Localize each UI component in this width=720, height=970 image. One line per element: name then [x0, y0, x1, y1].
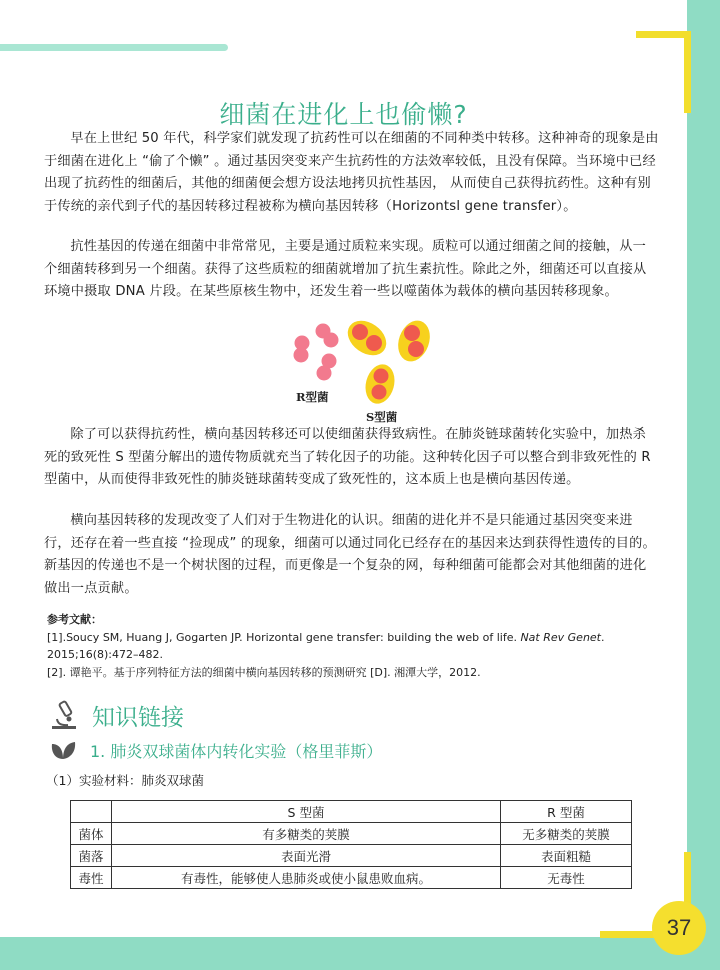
s-cell — [374, 369, 389, 384]
comparison-table — [70, 800, 632, 889]
s-cell — [404, 325, 420, 341]
header-s-type: S 型菌 — [112, 801, 501, 823]
r-cell — [317, 366, 332, 381]
knowledge-link-header — [48, 698, 184, 732]
experiment-material: （1）实验材料：肺炎双球菌 — [46, 773, 204, 788]
r-cell — [324, 333, 339, 348]
microscope-icon — [48, 699, 80, 731]
article-title: 细菌在进化上也偷懒? — [219, 100, 468, 129]
s-cell — [408, 341, 424, 357]
cell-s: 表面光滑 — [112, 845, 501, 867]
s-cell — [352, 324, 368, 340]
reference-2-text: [2]. 谭艳平。基于序列特征方法的细菌中横向基因转移的预测研究 [D]. 湘潭大学，2012. — [47, 665, 481, 679]
corner-bracket-top-right-h — [636, 31, 691, 38]
paragraph-2: 抗性基因的传递在细菌中非常常见，主要是通过质粒来实现。质粒可以通过细菌之间的接触，从一个细菌转移到另一个细菌。获得了这些质粒的细菌就增加了抗生素抗性。除此之外，细菌还可以直接从环境中摄取 DNA 片段。在某些原核生物中，还发生着一些以噬菌体为载体的横向基因转移现象。 — [44, 239, 647, 299]
s-cell — [372, 385, 387, 400]
paragraph-3: 除了可以获得抗药性，横向基因转移还可以使细菌获得致病性。在肺炎链球菌转化实验中，加热杀死的致死性 S 型菌分解出的遗传物质就充当了转化因子的功能。这种转化因子可以整合到非致死性的 R 型菌中，从而使得非致死性的肺炎链球菌转变成了致死性的，这本质上也是横向基因传递。 — [44, 427, 651, 487]
reference-1-journal: Nat Rev Genet — [520, 630, 601, 644]
paragraph-4: 横向基因转移的发现改变了人们对于生物进化的认识。细菌的进化并不是只能通过基因突变来进行，还存在着一些直接 “捡现成” 的现象，细菌可以通过同化已经存在的基因来达到获得性遗传的目的。新基因的传递也不是一个树状图的过程，而更像是一个复杂的网，每种细菌可能都会对其他细菌的进化做出一点贡献。 — [44, 513, 656, 596]
cell-r: 无多糖类的荚膜 — [501, 823, 632, 845]
references-heading: 参考文献： — [47, 613, 102, 626]
s-capsule — [361, 361, 398, 407]
section-title: 知识链接 — [92, 704, 184, 731]
header-r-type: R 型菌 — [501, 801, 632, 823]
r-type-label: R型菌 — [296, 390, 329, 404]
paragraph-1: 早在上世纪 50 年代，科学家们就发现了抗药性可以在细菌的不同种类中转移。这种神奇的现象是由于细菌在进化上 “偷了个懒” 。通过基因突变来产生抗药性的方法效率较低，且没有保障。当环境中已经出现了抗药性的细菌后，其他的细菌便会想方设法地拷贝抗性基因， 从而使自己获得抗药性。这种有别于传统的亲代到子代的基因转移过程被称为横向基因转移（Horizontsl gene transfer）。 — [44, 131, 659, 214]
row-label: 菌落 — [71, 845, 112, 867]
references — [47, 611, 667, 681]
table-header-row — [71, 801, 632, 823]
reference-2 — [47, 664, 667, 682]
s-type-label: S型菌 — [366, 410, 398, 424]
top-accent-bar — [0, 44, 228, 51]
reference-1 — [47, 629, 667, 664]
row-label: 菌体 — [71, 823, 112, 845]
reference-1-text: [1].Soucy SM, Huang J, Gogarten JP. Horizontal gene transfer: building the web of life. — [47, 630, 521, 644]
table-corner-cell — [71, 801, 112, 823]
subsection-header — [50, 738, 382, 762]
row-label: 毒性 — [71, 867, 112, 889]
s-cell — [366, 335, 382, 351]
cell-s: 有多糖类的荚膜 — [112, 823, 501, 845]
cell-r: 表面粗糙 — [501, 845, 632, 867]
leaf-icon — [50, 739, 76, 761]
subsection-title: 1. 肺炎双球菌体内转化实验（格里菲斯） — [90, 741, 383, 761]
cell-s: 有毒性，能够使人患肺炎或使小鼠患败血病。 — [112, 867, 501, 889]
cell-r: 无毒性 — [501, 867, 632, 889]
s-bacteria-group — [341, 318, 435, 407]
bacteria-figure — [280, 318, 450, 428]
table-row — [71, 845, 632, 867]
table-row — [71, 867, 632, 889]
table-row — [71, 823, 632, 845]
r-bacteria-group — [294, 324, 339, 381]
page-number: 37 — [652, 901, 706, 955]
reference-1-details: . 2015;16(8):472–482. — [47, 630, 605, 661]
r-cell — [294, 348, 309, 363]
